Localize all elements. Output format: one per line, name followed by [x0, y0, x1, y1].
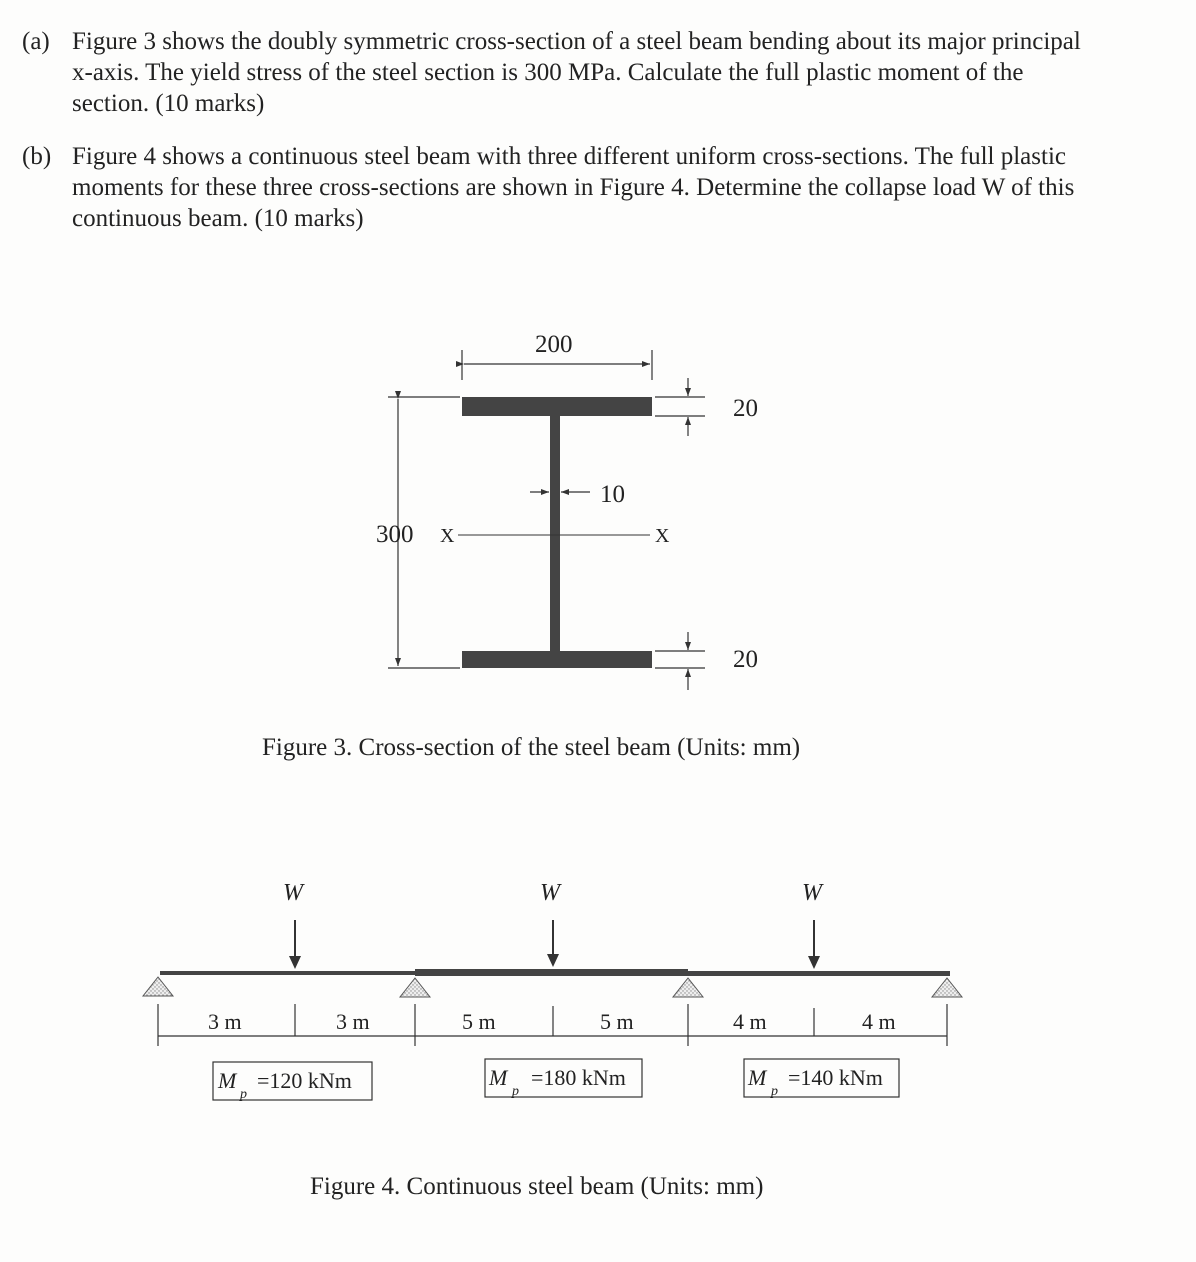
beam-segment-3 — [688, 971, 950, 976]
load-3 — [802, 880, 824, 969]
mp-box-1 — [213, 1062, 372, 1102]
support-4 — [932, 978, 962, 997]
load-2 — [540, 880, 562, 967]
load-3-label: W — [802, 880, 822, 906]
mp-2-symbol: M — [489, 1065, 508, 1090]
support-1 — [143, 977, 173, 996]
figure4-caption: Figure 4. Continuous steel beam (Units: mm) — [310, 1173, 764, 1200]
bottom-flange — [462, 651, 652, 668]
mp-box-3 — [744, 1059, 899, 1099]
mp-3-value: =140 kNm — [788, 1065, 883, 1090]
question-a-label: (a) — [22, 28, 50, 55]
beam-segment-2 — [415, 969, 688, 976]
question-b-label: (b) — [22, 143, 52, 170]
question-b-text: Figure 4 shows a continuous steel beam with three different uniform cross-sections. The full plastic moments for these three cross-sections are shown in Figure 4. Determine the collapse load W of this continuous beam. (10 marks) — [72, 143, 1075, 232]
mp-3-symbol: M — [748, 1065, 767, 1090]
span-dimensions — [158, 1004, 947, 1046]
x-axis-label-left: X — [440, 525, 455, 547]
dim-top-flange-thickness-label: 20 — [733, 395, 758, 422]
dim-flange-width-label: 200 — [535, 331, 573, 358]
load-1 — [283, 880, 305, 969]
mp-3-subscript: p — [771, 1084, 778, 1099]
web — [550, 416, 560, 651]
span-2-left-label: 5 m — [462, 1009, 496, 1034]
mp-1-symbol: M — [218, 1068, 237, 1093]
span-1-left-label: 3 m — [208, 1009, 242, 1034]
span-1-right-label: 3 m — [336, 1009, 370, 1034]
span-2-right-label: 5 m — [600, 1009, 634, 1034]
figure3-cross-section — [376, 331, 758, 690]
span-3-left-label: 4 m — [733, 1009, 767, 1034]
dim-top-flange-thickness — [655, 378, 705, 436]
top-flange — [462, 397, 652, 416]
support-3 — [673, 978, 703, 997]
figure4-beam — [143, 880, 962, 1102]
dim-bottom-flange-thickness — [655, 632, 705, 690]
question-a-text: Figure 3 shows the doubly symmetric cross-section of a steel beam bending about its major principal x-axis. The yield stress of the steel section is 300 MPa. Calculate the full plastic moment of the section. (10 marks) — [72, 28, 1081, 117]
x-axis-label-right: X — [655, 525, 670, 547]
mp-1-value: =120 kNm — [257, 1068, 352, 1093]
dim-web-thickness-label: 10 — [600, 481, 625, 508]
mp-2-value: =180 kNm — [531, 1065, 626, 1090]
dim-bottom-flange-thickness-label: 20 — [733, 646, 758, 673]
load-1-label: W — [283, 880, 303, 906]
dim-depth-label: 300 — [376, 521, 414, 548]
figure3-caption: Figure 3. Cross-section of the steel beam (Units: mm) — [262, 734, 801, 761]
span-3-right-label: 4 m — [862, 1009, 896, 1034]
beam-segment-1 — [160, 971, 415, 975]
mp-2-subscript: p — [512, 1084, 519, 1099]
mp-1-subscript: p — [240, 1087, 247, 1102]
support-2 — [400, 978, 430, 997]
mp-box-2 — [485, 1059, 642, 1099]
load-2-label: W — [540, 880, 560, 906]
